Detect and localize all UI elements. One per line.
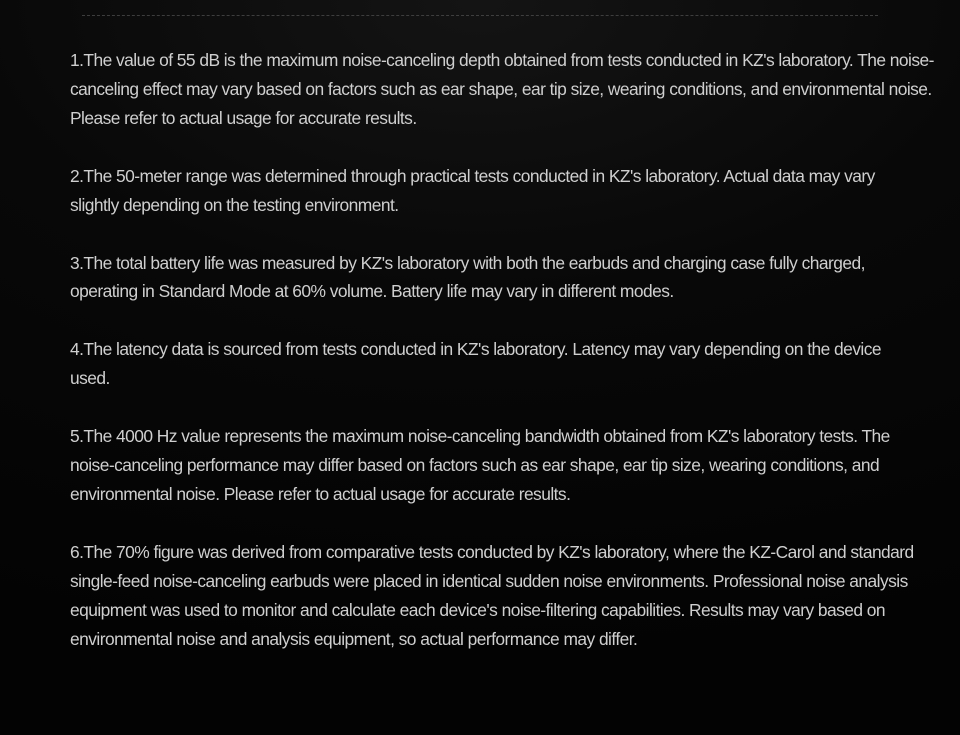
dashed-divider [82, 15, 878, 16]
disclaimer-note-6: 6.The 70% figure was derived from comparative tests conducted by KZ's laboratory, where the KZ-Carol and standard single-feed noise-canceling earbuds were placed in identical sudden noise environments. Professional noise analysis equipment was used to monitor and calculate each device's noise-filtering capabilities. Results may vary based on environmental noise and analysis equipment, so actual performance may differ. [70, 541, 914, 649]
disclaimer-note-1: 1.The value of 55 dB is the maximum noise-canceling depth obtained from tests conducted in KZ's laboratory. The noise-canceling effect may vary based on factors such as ear shape, ear tip size, wearing conditions, and environmental noise. Please refer to actual usage for accurate results. [70, 50, 934, 128]
disclaimer-note-2: 2.The 50-meter range was determined through practical tests conducted in KZ's laboratory. Actual data may vary slightly depending on the testing environment. [70, 165, 875, 215]
disclaimer-notes-list [70, 46, 938, 683]
disclaimer-note-3: 3.The total battery life was measured by KZ's laboratory with both the earbuds and charging case fully charged, operating in Standard Mode at 60% volume. Battery life may vary in different modes. [70, 252, 865, 302]
disclaimer-note-4: 4.The latency data is sourced from tests conducted in KZ's laboratory. Latency may vary depending on the device used. [70, 339, 881, 389]
disclaimer-note-5: 5.The 4000 Hz value represents the maximum noise-canceling bandwidth obtained from KZ's laboratory tests. The noise-canceling performance may differ based on factors such as ear shape, ear tip size, wearing conditions, and environmental noise. Please refer to actual usage for accurate results. [70, 426, 890, 504]
